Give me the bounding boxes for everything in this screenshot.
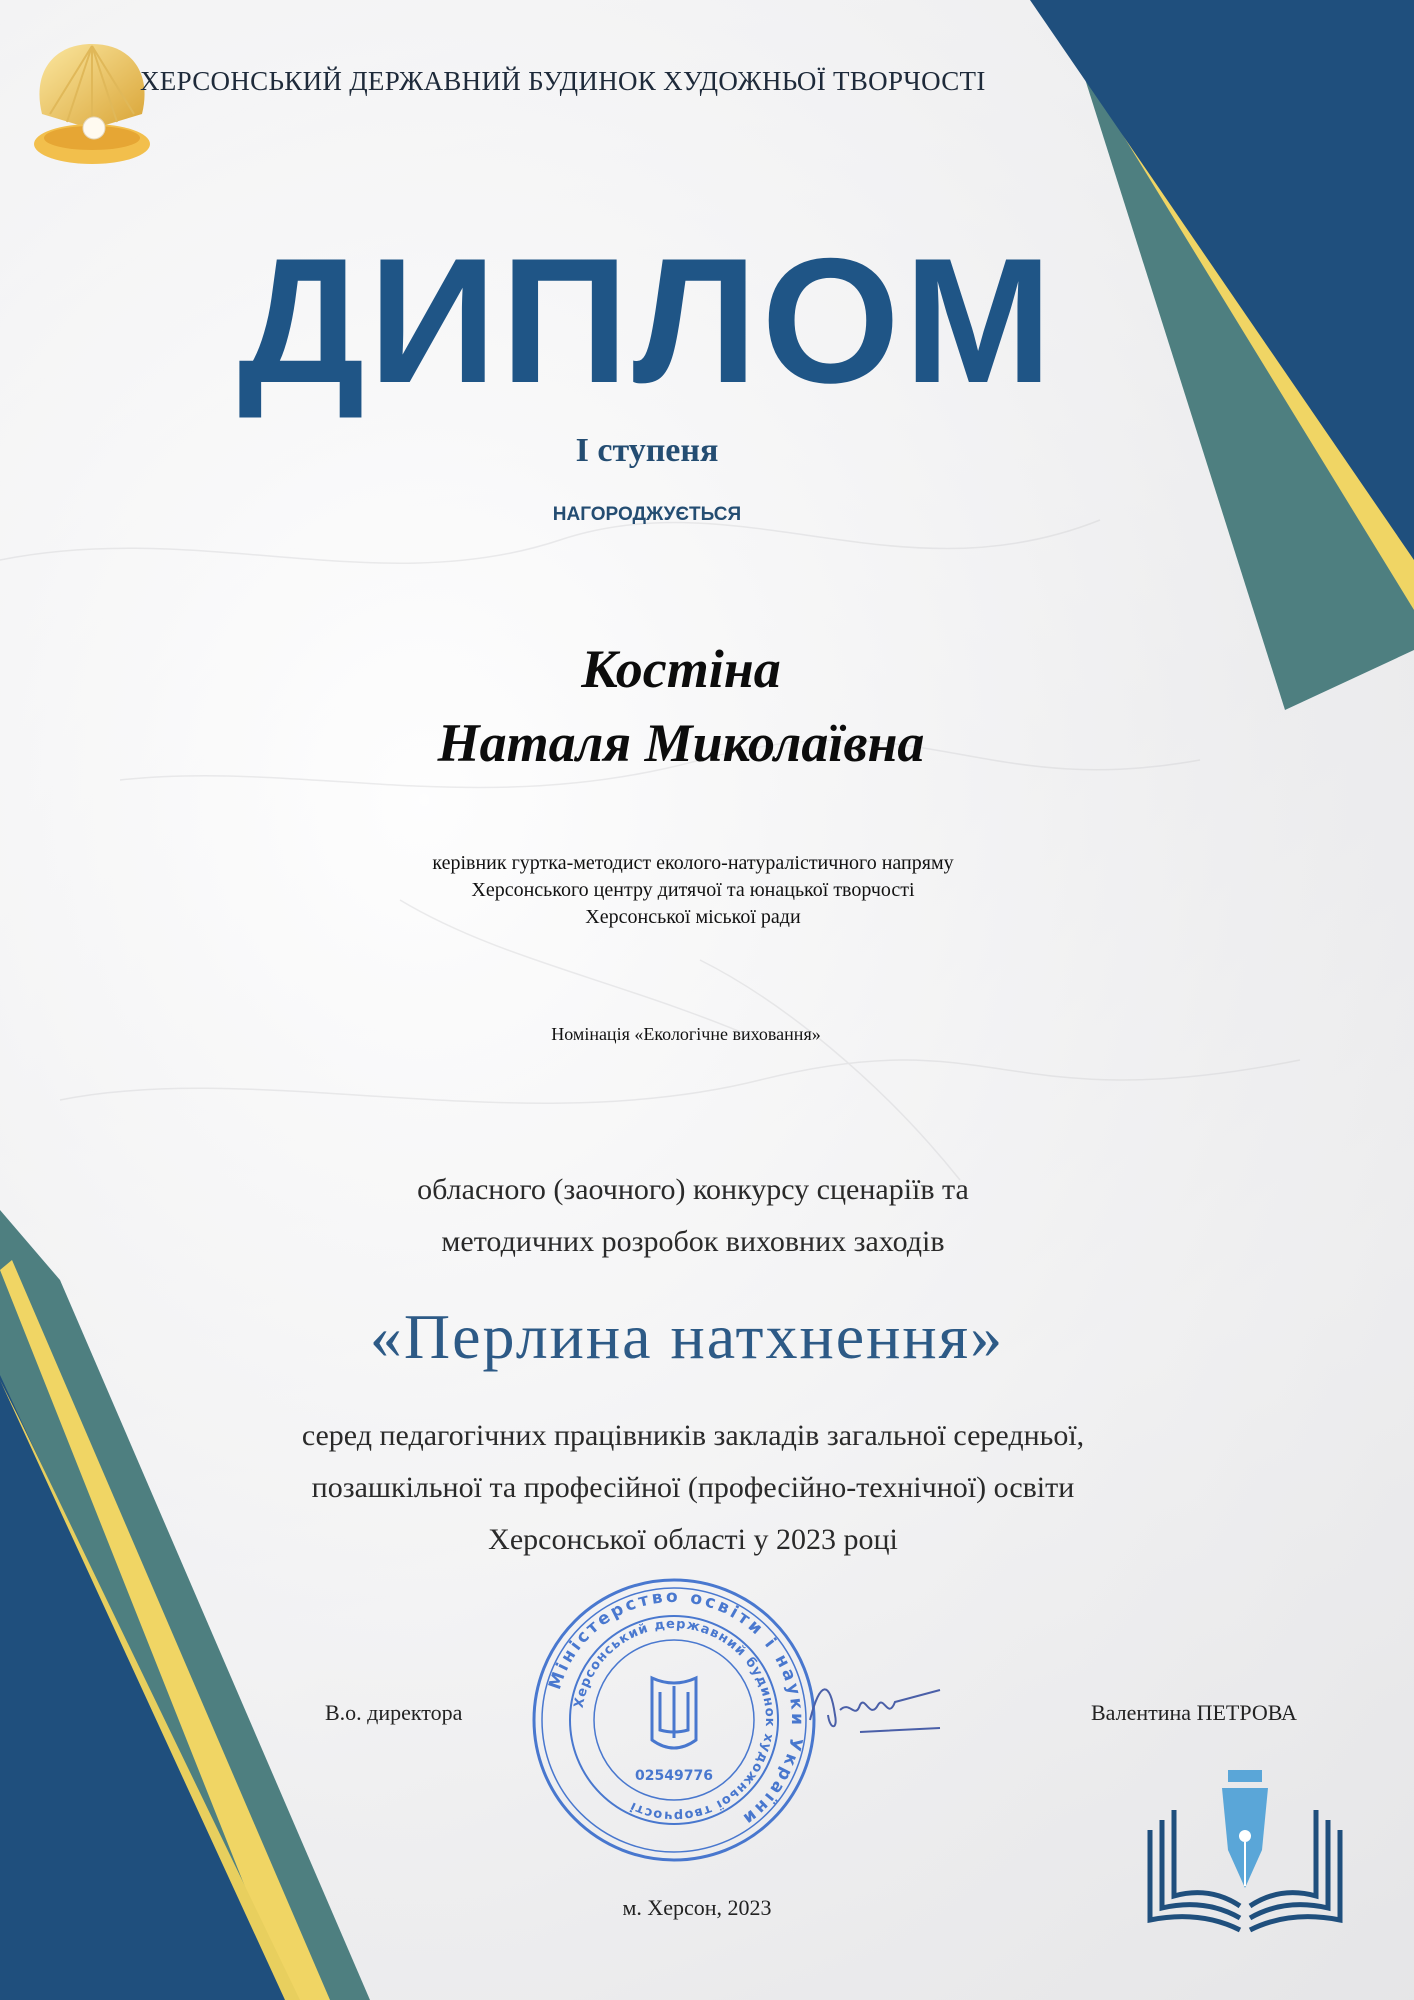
place-year: м. Херсон, 2023 xyxy=(622,1895,772,1920)
position-line: керівник гуртка-методист еколого-натуралістичного напряму xyxy=(432,852,954,874)
contest-line: методичних розробок виховних заходів xyxy=(441,1225,945,1258)
institution-header: ХЕРСОНСЬКИЙ ДЕРЖАВНИЙ БУДИНОК ХУДОЖНЬОЇ ТВОРЧОСТІ xyxy=(140,66,986,96)
official-stamp xyxy=(524,1570,824,1870)
participants-line: позашкільної та професійної (професійно-технічної) освіти xyxy=(311,1471,1075,1504)
nomination: Номінація «Екологічне виховання» xyxy=(551,1024,821,1044)
contest-participants xyxy=(0,1410,1400,1566)
awarded-label: НАГОРОДЖУЄТЬСЯ xyxy=(552,504,742,525)
participants-line: Херсонської області у 2023 році xyxy=(488,1523,898,1556)
degree-label: І ступеня xyxy=(575,432,719,469)
recipient-position xyxy=(0,850,1400,931)
recipient-surname: Костіна xyxy=(581,639,781,699)
signatory-role: В.о. директора xyxy=(325,1700,463,1725)
contest-name: «Перлина натхнення» xyxy=(369,1301,1005,1372)
participants-line: серед педагогічних працівників закладів загальної середньої, xyxy=(301,1419,1085,1452)
stamp-outer-text: Міністерство освіти і науки України xyxy=(545,1586,808,1831)
stamp-code: 02549776 xyxy=(635,1768,713,1784)
recipient-given-names: Наталя Миколаївна xyxy=(437,713,925,773)
stamp-inner-text: Херсонський державний будинок художньої творчості xyxy=(571,1616,778,1824)
pearl-shell-logo xyxy=(22,34,162,174)
trident-emblem-icon xyxy=(652,1678,696,1748)
diploma-title: ДИПЛОМ xyxy=(237,221,1057,420)
position-line: Херсонського центру дитячої та юнацької творчості xyxy=(471,879,915,901)
director-signature xyxy=(800,1660,950,1750)
position-line: Херсонської міської ради xyxy=(585,906,801,928)
contest-line: обласного (заочного) конкурсу сценаріїв та xyxy=(417,1173,969,1206)
signatory-name: Валентина ПЕТРОВА xyxy=(1091,1700,1297,1725)
contest-description xyxy=(0,1164,1400,1268)
